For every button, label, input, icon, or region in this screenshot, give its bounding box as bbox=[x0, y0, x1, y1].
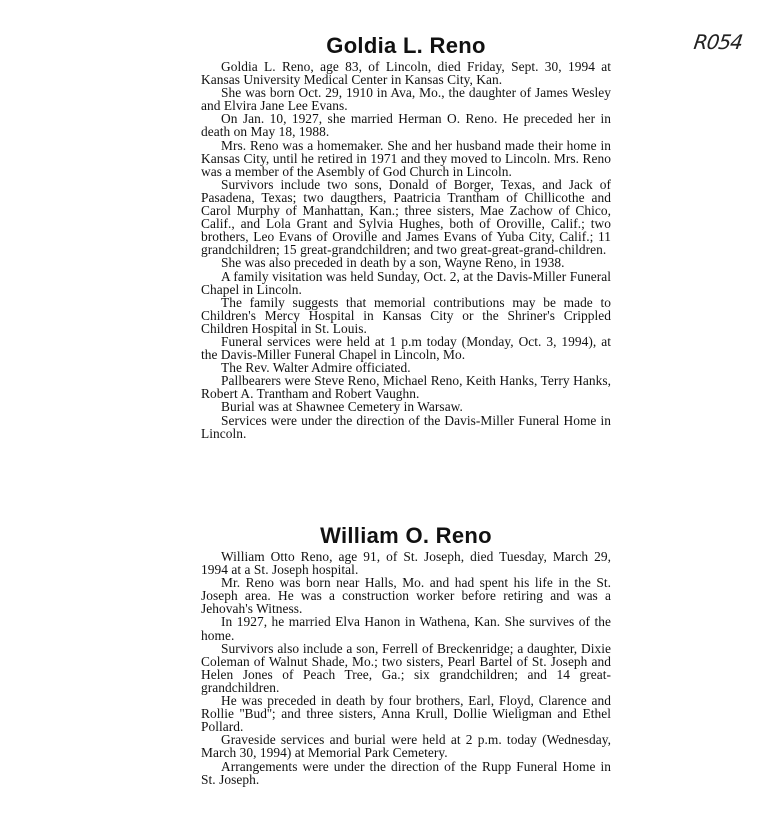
paragraph: Goldia L. Reno, age 83, of Lincoln, died Friday, Sept. 30, 1994 at Kansas University Medical Center in Kansas City, Kan. bbox=[201, 59, 611, 88]
paragraph: Survivors include two sons, Donald of Borger, Texas, and Jack of Pasadena, Texas; two daugthers, Paatricia Trantham of Chillicothe and Carol Murphy of Manhattan, Kan.; three sisters, Mae Zachow of Chico, Calif., and Lola Grant and Sylvia Hughes, both of Oroville, Calif.; two brothers, Leo Evans of Oroville and James Evans of Yuba City, Calif.; 11 grandchildren; 15 great-grandchildren; and two great-great-grand-children. bbox=[201, 176, 611, 258]
obituary-title: William O. Reno bbox=[320, 523, 492, 548]
paragraph: Graveside services and burial were held at 2 p.m. today (Wednesday, March 30, 1994) at Memorial Park Cemetery. bbox=[201, 732, 611, 761]
paragraph: He was preceded in death by four brothers, Earl, Floyd, Clarence and Rollie ''Bud''; and three sisters, Anna Krull, Dollie Wieligman and Ethel Pollard. bbox=[201, 693, 611, 735]
obituary-william-reno bbox=[201, 524, 611, 786]
paragraph: Mr. Reno was born near Halls, Mo. and had spent his life in the St. Joseph area. He was a construction worker before retiring and was a Jehovah's Witness. bbox=[201, 575, 611, 617]
paragraph: She was also preceded in death by a son, Wayne Reno, in 1938. bbox=[221, 255, 565, 271]
paragraph: Mrs. Reno was a homemaker. She and her husband made their home in Kansas City, until he retired in 1971 and they moved to Lincoln. Mrs. Reno was a member of the Asembly of God Church in Lincoln. bbox=[201, 137, 611, 179]
paragraph: Survivors also include a son, Ferrell of Breckenridge; a daughter, Dixie Coleman of Walnut Shade, Mo.; two sisters, Pearl Bartel of St. Joseph and Helen Jones of Peach Tree, Ga.; six grandchildren; and 14 great-grandchildren. bbox=[201, 640, 611, 695]
handwritten-annotation: R054 bbox=[692, 30, 744, 54]
paragraph: The Rev. Walter Admire officiated. bbox=[221, 360, 411, 376]
paragraph: On Jan. 10, 1927, she married Herman O. Reno. He preceded her in death on May 18, 1988. bbox=[201, 111, 611, 140]
paragraph: Services were under the direction of the Davis-Miller Funeral Home in Lincoln. bbox=[201, 412, 611, 441]
obituary-title: Goldia L. Reno bbox=[326, 33, 486, 58]
paragraph: William Otto Reno, age 91, of St. Joseph, died Tuesday, March 29, 1994 at a St. Joseph hospital. bbox=[201, 549, 611, 578]
paragraph: The family suggests that memorial contributions may be made to Children's Mercy Hospital in Kansas City or the Shriner's Crippled Children Hospital in St. Louis. bbox=[201, 294, 611, 336]
paragraph: Funeral services were held at 1 p.m today (Monday, Oct. 3, 1994), at the Davis-Miller Funeral Chapel in Lincoln, Mo. bbox=[201, 333, 611, 363]
paragraph: In 1927, he married Elva Hanon in Wathena, Kan. She survives of the home. bbox=[201, 614, 611, 643]
paragraph: She was born Oct. 29, 1910 in Ava, Mo., the daughter of James Wesley and Elvira Jane Lee Evans. bbox=[201, 85, 611, 114]
obituary-goldia-reno bbox=[201, 34, 611, 440]
paragraph: A family visitation was held Sunday, Oct. 2, at the Davis-Miller Funeral Chapel in Lincoln. bbox=[201, 268, 611, 297]
paragraph: Pallbearers were Steve Reno, Michael Reno, Keith Hanks, Terry Hanks, Robert A. Trantham and Robert Vaughn. bbox=[201, 373, 611, 402]
paragraph: Burial was at Shawnee Cemetery in Warsaw. bbox=[221, 399, 463, 415]
paragraph: Arrangements were under the direction of the Rupp Funeral Home in St. Joseph. bbox=[201, 758, 611, 787]
